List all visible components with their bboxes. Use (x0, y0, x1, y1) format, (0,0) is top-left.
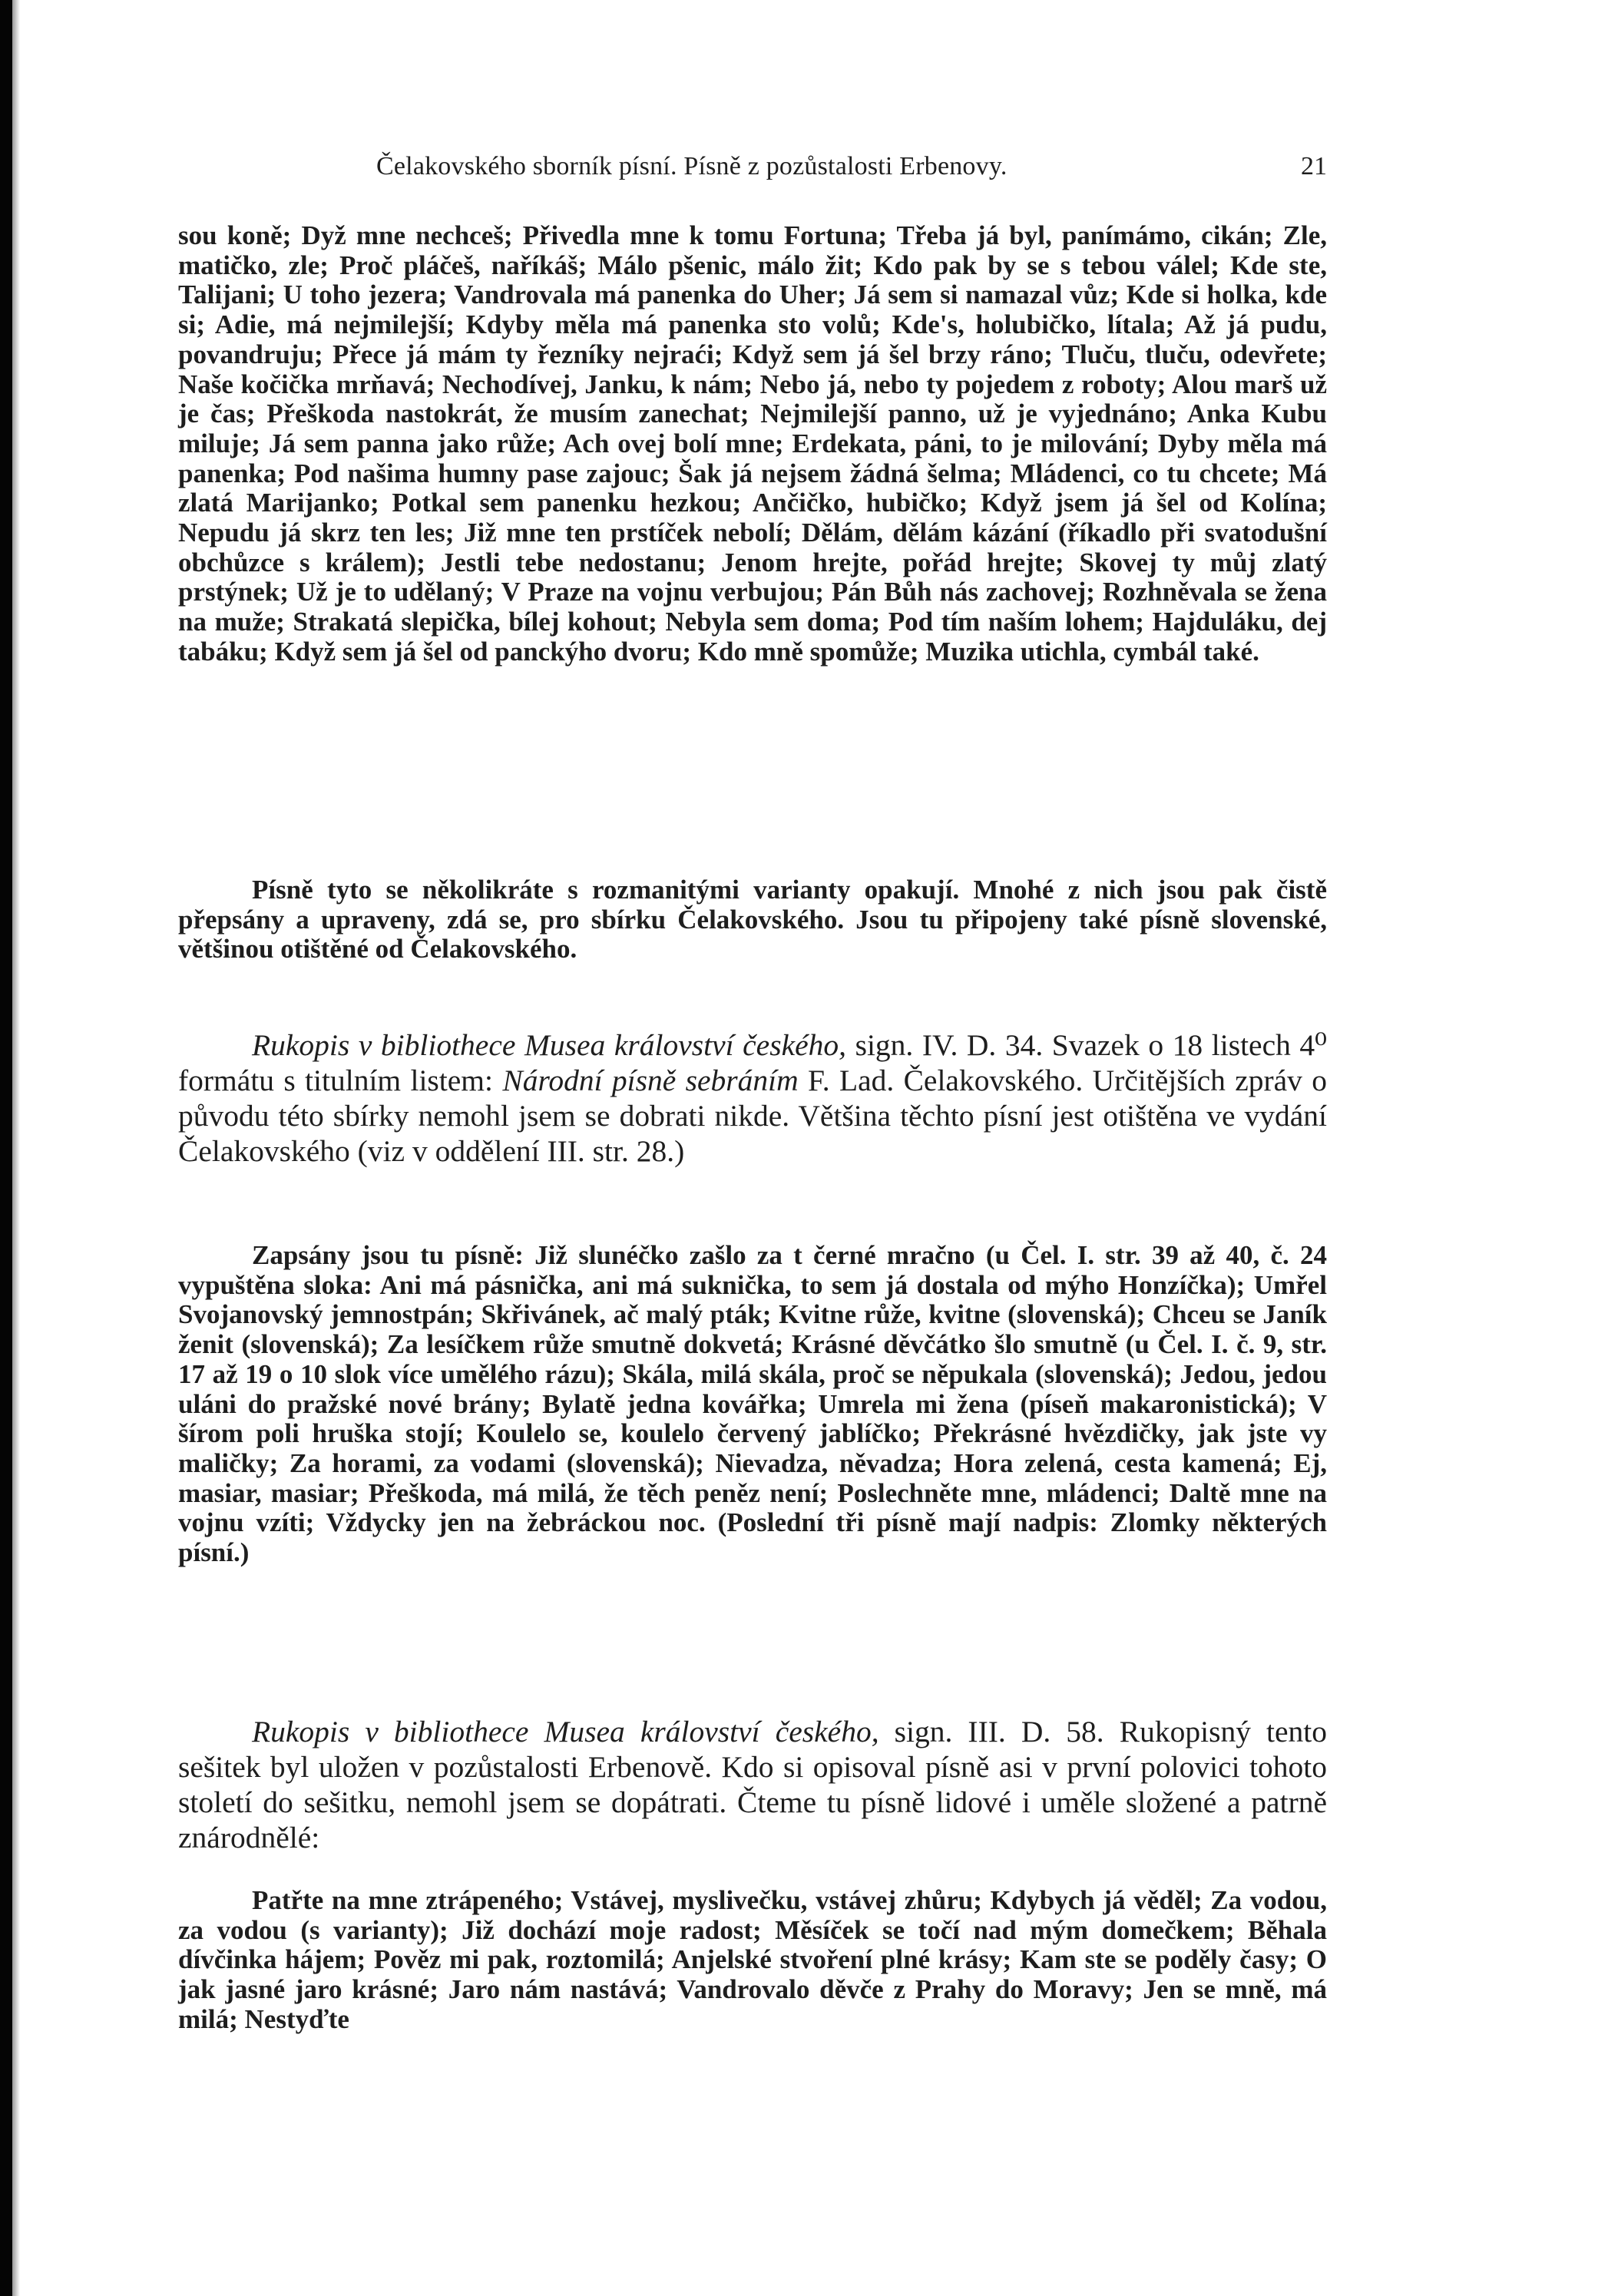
manuscript-source-italic: Rukopis v bibliothece Musea království českého, (252, 1028, 847, 1062)
song-list-paragraph-2 (178, 1886, 1327, 2035)
page-header (178, 138, 1327, 192)
song-list-paragraph (178, 221, 1327, 667)
manuscript-source-italic-2: Rukopis v bibliothece Musea království českého, (252, 1715, 879, 1748)
scan-binding-shadow (12, 0, 20, 2296)
manuscript-iv-d-34-paragraph (178, 1027, 1327, 1169)
scan-binding-edge (0, 0, 12, 2296)
manuscript-description-b: F. Lad. Čelakovského. Určitějších zpráv o původu této sbírky nemohl jsem se dobrati nikde. Většina těchto písní jest otištěna ve vydání Čelakovského (viz v oddělení III. str. 28.) (178, 1064, 1327, 1168)
manuscript-title-italic: Národní písně sebráním (502, 1064, 799, 1097)
song-list-text-2: Patřte na mne ztrápeného; Vstávej, myslivečku, vstávej zhůru; Kdybych já věděl; Za vodou, za vodou (s varianty); Již dochází moje radost; Měsíček se točí nad mým domečkem; Běhala dívčinka hájem; Pověz mi pak, roztomilá; Anjelské stvoření plné krásy; Kam ste se poděly časy; O jak jasné jaro krásné; Jaro nám nastává; Vandrovalo děvče z Prahy do Moravy; Jen se mně, má milá; Nestyďte (178, 1885, 1327, 2034)
manuscript-iv-d-34-text (178, 1027, 1327, 1169)
variants-note-paragraph (178, 875, 1327, 964)
recorded-songs-paragraph (178, 1241, 1327, 1568)
running-title: Čelakovského sborník písní. Písně z pozůstalosti Erbenovy. (376, 152, 1007, 180)
variants-note-text: Písně tyto se několikráte s rozmanitými varianty opakují. Mnohé z nich jsou pak čistě přepsány a upraveny, zdá se, pro sbírku Čelakovského. Jsou tu připojeny také písně slovenské, většinou otištěné od Čelakovského. (178, 875, 1327, 964)
recorded-songs-text: Zapsány jsou tu písně: Již slunéčko zašlo za t černé mračno (u Čel. I. str. 39 až 40, č. 24 vypuštěna sloka: Ani má pásnička, ani má suknička, to sem já dostala od mýho Honzíčka); Umřel Svojanovský jemnostpán; Skřivánek, ač malý pták; Kvitne růže, kvitne (slovenská); Chceu se Janík ženit (slovenská); Za lesíčkem růže smutně dokvetá; Krásné děvčátko šlo smutně (u Čel. I. č. 9, str. 17 až 19 o 10 slok více umělého rázu); Skála, milá skála, proč se něpukala (slovenská); Jedou, jedou uláni do pražské nové brány; Bylatě jedna kovářka; Umrela mi žena (píseň makaronistická); V šírom poli hruška stojí; Koulelo se, koulelo červený jablíčko; Překrásné hvězdičky, jak jste vy maličky; Za horami, za vodami (slovenská); Nievadza, něvadza; Hora zelená, cesta kamená; Ej, masiar, masiar; Přeškoda, má milá, že těch peněz není; Poslechněte mne, mládenci; Daltě mne na vojnu vzíti; Vždycky jen na žebráckou noc. (Poslední tři písně mají nadpis: Zlomky některých písní.) (178, 1240, 1327, 1568)
manuscript-description-c: sign. III. D. 58. Rukopisný tento sešitek byl uložen v pozůstalosti Erbenově. Kdo si opisoval písně asi v první polovici tohoto století do sešitku, nemohl jsem se dopátrati. Čteme tu písně lidové i uměle složené a patrně znárodnělé: (178, 1715, 1327, 1854)
manuscript-description-a: sign. IV. D. 34. Svazek o 18 listech 4⁰ formátu s titulním listem: (178, 1028, 1327, 1097)
manuscript-iii-d-58-paragraph (178, 1714, 1327, 1855)
manuscript-iii-d-58-text (178, 1714, 1327, 1855)
song-list-text: sou koně; Dyž mne nechceš; Přivedla mne k tomu Fortuna; Třeba já byl, panímámo, cikán; Zle, matičko, zle; Proč pláčeš, naříkáš; Málo pšenic, málo žit; Kdo pak by se s tebou válel; Kde ste, Talijani; U toho jezera; Vandrovala má panenka do Uher; Já sem si namazal vůz; Kde si holka, kde si; Adie, má nejmilejší; Kdyby měla má panenka sto volů; Kde's, holubičko, lítala; Až já pudu, povandruju; Přece já mám ty řezníky nejraći; Když sem já šel brzy ráno; Tluču, tluču, odevřete; Naše kočička mrňavá; Nechodívej, Janku, k nám; Nebo já, nebo ty pojedem z roboty; Alou marš už je čas; Přeškoda nastokrát, že musím zanechat; Nejmilejší panno, už je vyjednáno; Anka Kubu miluje; Já sem panna jako růže; Ach ovej bolí mne; Erdekata, páni, to je milování; Dyby měla má panenka; Pod našima humny pase zajouc; Šak já nejsem žádná šelma; Mládenci, co tu chcete; Má zlatá Marijanko; Potkal sem panenku hezkou; Ančičko, hubičko; Když jsem já šel od Kolína; Nepudu já skrz ten les; Již mne ten prstíček nebolí; Dělám, dělám kázání (říkadlo při svatodušní obchůzce s králem); Jestli tebe nedostanu; Jenom hrejte, pořád hrejte; Skovej ty můj zlatý prstýnek; Už je to udělaný; V Praze na vojnu verbujou; Pán Bůh nás zachovej; Rozhněvala se žena na muže; Strakatá slepička, bílej kohout; Nebyla sem doma; Pod tím naším lohem; Hajduláku, dej tabáku; Když sem já šel od panckýho dvoru; Kdo mně spomůže; Muzika utichla, cymbál také. (178, 220, 1327, 667)
page-number: 21 (1301, 152, 1327, 180)
book-page (178, 138, 1327, 2034)
